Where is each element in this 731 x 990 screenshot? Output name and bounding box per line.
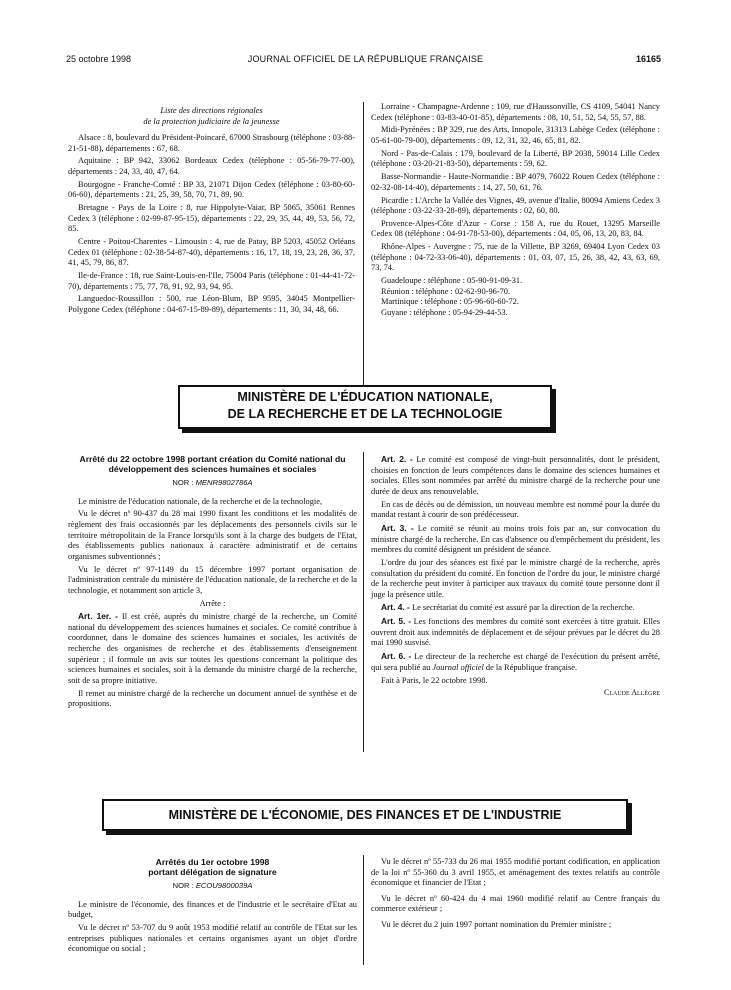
- visa-paragraph: Le ministre de l'éducation nationale, de la recherche et de la technologie,: [78, 496, 323, 506]
- article-1: [68, 611, 357, 686]
- visa-paragraph: Vu le décret nº 97-1149 du 15 décembre 1997 portant organisation de l'administration centrale du ministère de l'éducation nationale, de la recherche et de la technologie, et notamment son article 3,: [68, 564, 357, 595]
- article-label: Art. 4. -: [381, 602, 410, 613]
- article-label: Art. 1er. -: [78, 611, 118, 622]
- nor-code: ECOU9800039A: [195, 881, 253, 890]
- article-text: Les fonctions des membres du comité sont exercées à titre gratuit. Elles ouvrent droit aux indemnités de déplacement et de séjour prévues par le décret du 28 mai 1990 susvisé.: [371, 617, 660, 648]
- arrete1-right-column: [371, 454, 660, 701]
- article-5: [371, 616, 660, 649]
- direction-entry: Rhône-Alpes - Auvergne : 75, rue de la Villette, BP 3269, 69404 Lyon Cedex 03 (téléphone : 04-72-33-06-40), départements : 01, 03, 07, 15, 26, 38, 42, 43, 63, 69, 73, 74.: [371, 242, 660, 273]
- article-label: Art. 5. -: [381, 616, 411, 627]
- dom-line: Réunion : téléphone : 02-62-90-96-70.: [381, 286, 511, 296]
- column-divider: [363, 102, 364, 388]
- article-1-para2: Il remet au ministre chargé de la recherche un document annuel de synthèse et de propositions.: [68, 688, 357, 709]
- direction-entry: Midi-Pyrénées : BP 329, rue des Arts, Innopole, 31313 Labège Cedex (téléphone : 05-61-00-79-00), départements : 09, 12, 31, 32, 46, 65, 81, 82.: [371, 125, 660, 145]
- directions-title: [68, 106, 355, 127]
- visa-paragraph: Le ministre de l'économie, des finances et de l'industrie et le secrétaire d'Etat au budget,: [68, 899, 357, 920]
- nor-label: NOR :: [172, 478, 194, 487]
- arrete2-nor: [68, 881, 357, 892]
- column-divider: [363, 452, 364, 752]
- article-3-para2: L'ordre du jour des séances est fixé par le ministre chargé de la recherche, après consultation du président du comité. En fonction de l'ordre du jour, le ministre chargé de la recherche peut inviter à participer aux travaux du comité toute personne dont il juge la présence utile.: [371, 557, 660, 599]
- arrete1-left-column: [68, 454, 357, 712]
- page-number: 16165: [635, 54, 661, 64]
- arrete2-title: [68, 857, 357, 877]
- article-2-para2: En cas de décès ou de démission, un nouveau membre est nommé pour la durée du mandat restant à courir de son prédécesseur.: [371, 499, 660, 520]
- nor-code: MENR9802786A: [195, 478, 253, 487]
- dom-line: Guyane : téléphone : 05-94-29-44-53.: [381, 308, 508, 317]
- arrete2-right-column: [371, 857, 660, 933]
- journal-title: JOURNAL OFFICIEL DE LA RÉPUBLIQUE FRANÇAISE: [247, 54, 484, 64]
- visa-paragraph: Vu le décret nº 90-437 du 28 mai 1990 fixant les conditions et les modalités de règlement des frais occasionnés par les déplacements des personnels civils sur le territoire métropolitain de la France lorsqu'ils sont à la charge des budgets de l'Etat, des établissements publics nationaux à caractère administratif et de certains organismes subventionnés ;: [68, 509, 357, 561]
- article-label: Art. 2. -: [381, 454, 413, 464]
- directions-right-column: [371, 102, 660, 319]
- visa-paragraph: Vu le décret nº 55-733 du 26 mai 1955 modifié portant codification, en application de la loi nº 55-360 du 3 avril 1955, et aménagement des textes relatifs au contrôle économique et financier de l'Etat ;: [371, 857, 660, 888]
- visa-paragraph: Vu le décret nº 60-424 du 4 mai 1960 modifié relatif au Centre français du commerce extérieur ;: [371, 893, 660, 914]
- article-text: Le directeur de la recherche est chargé de l'exécution du présent arrêté, qui sera publié au: [371, 652, 660, 672]
- arrete2-left-column: [68, 857, 357, 957]
- arrete2-title-line2: portant délégation de signature: [148, 867, 277, 877]
- directions-title-line1: Liste des directions régionales: [160, 106, 263, 115]
- fait-a-paris: Fait à Paris, le 22 octobre 1998.: [381, 675, 488, 685]
- article-text: Le comité est composé de vingt-huit personnalités, dont le président, choisies en fonction de leurs compétences dans le domaine des sciences humaines et sociales. Elles sont nommées par arrêté du ministre chargé de la recherche pour une durée de deux ans renouvelable.: [371, 455, 660, 496]
- article-text: Le comité se réunit au moins trois fois par an, sur convocation du ministre chargé de la recherche. En cas d'absence ou d'empêchement du président, les membres du comité désignent un président de séance.: [371, 523, 661, 555]
- ministry-banner-economie: [102, 799, 628, 831]
- direction-entry: Bourgogne - Franche-Comté : BP 33, 21071 Dijon Cedex (téléphone : 03-80-60-06-60), départements : 21, 25, 39, 58, 70, 71, 89, 90.: [68, 179, 355, 200]
- ministry-name-line2: DE LA RECHERCHE ET DE LA TECHNOLOGIE: [227, 407, 503, 421]
- article-4: [371, 602, 660, 614]
- article-text: de la République française.: [483, 662, 578, 672]
- column-divider: [363, 855, 364, 965]
- ministry-name-line1: MINISTÈRE DE L'ÉCONOMIE, DES FINANCES ET DE L'INDUSTRIE: [168, 808, 562, 822]
- direction-entry: Nord - Pas-de-Calais : 179, boulevard de la Liberté, BP 2038, 59014 Lille Cedex (téléphone : 03-20-21-83-50), départements : 59, 62.: [371, 148, 660, 169]
- directions-title-line2: de la protection judiciaire de la jeunesse: [143, 116, 280, 126]
- signature: Claude Allègre: [604, 688, 660, 698]
- dom-line: Guadeloupe : téléphone : 05-90-91-09-31.: [381, 276, 523, 286]
- direction-entry: Languedoc-Roussillon : 500, rue Léon-Blum, BP 9595, 34045 Montpellier-Polygone Cedex (téléphone : 04-67-15-89-89), départements : 11, 30, 34, 48, 66.: [68, 294, 355, 315]
- direction-entry: Centre - Poitou-Charentes - Limousin : 4, rue de Patay, BP 5203, 45052 Orléans Cedex 01 (téléphone : 02-38-54-87-40), départements : 16, 17, 18, 19, 23, 28, 36, 37, 41, 45, 79, 86, 87.: [68, 237, 355, 268]
- article-label: Art. 6. -: [381, 651, 412, 662]
- visa-paragraph: Vu le décret nº 53-707 du 9 août 1953 modifié relatif au contrôle de l'Etat sur les entreprises publiques nationales et certains organismes ayant un objet d'ordre économique ou social ;: [68, 922, 357, 954]
- journal-officiel-italic: Journal officiel: [432, 662, 484, 672]
- direction-entry: Alsace : 8, boulevard du Président-Poincaré, 67000 Strasbourg (téléphone : 03-88-21-51-88), départements : 67, 68.: [68, 133, 355, 153]
- direction-entry: Aquitaine : BP 942, 33062 Bordeaux Cedex (téléphone : 05-56-79-77-00), départements : 24, 33, 40, 47, 64.: [68, 156, 355, 176]
- article-label: Art. 3. -: [381, 522, 414, 533]
- direction-entry: Basse-Normandie - Haute-Normandie : BP 4079, 76022 Rouen Cedex (téléphone : 02-32-08-14-40), départements : 14, 27, 50, 61, 76.: [371, 172, 660, 192]
- page-date: 25 octobre 1998: [66, 54, 132, 64]
- arrete1-nor: [68, 478, 357, 489]
- direction-entry: Ile-de-France : 18, rue Saint-Louis-en-l'Ile, 75004 Paris (téléphone : 01-44-41-72-70), départements : 75, 77, 78, 91, 92, 93, 94, 95.: [68, 271, 355, 291]
- ministry-name-line1: MINISTÈRE DE L'ÉDUCATION NATIONALE,: [237, 390, 493, 404]
- arrete-word: Arrête :: [199, 598, 226, 608]
- nor-label: NOR :: [172, 881, 194, 890]
- article-text: Il est créé, auprès du ministre chargé de la recherche, un Comité national du développement des sciences humaines et sociales. Ce comité contribue à coordonner, dans le domaine des sciences humaines et sociales, les activités de recherche des organismes de recherche et des établissements d'enseignement supérieur ; il formule un avis sur toutes les questions concernant la politique des sciences humaines et sociales, soit à la demande du ministre chargé de la recherche, soit de sa propre initiative.: [68, 612, 357, 685]
- article-3: [371, 523, 660, 556]
- arrete1-title: Arrêté du 22 octobre 1998 portant création du Comité national du développement des sciences humaines et sociales: [79, 454, 346, 474]
- dom-line: Martinique : téléphone : 05-96-60-60-72.: [381, 297, 519, 307]
- direction-entry: Bretagne - Pays de la Loire : 8, rue Hippolyte-Vaiar, BP 5065, 35061 Rennes Cedex 3 (téléphone : 02-99-87-95-15), départements : 22, 29, 35, 44, 49, 53, 56, 72, 85.: [68, 203, 355, 234]
- visa-paragraph: Vu le décret du 2 juin 1997 portant nomination du Premier ministre ;: [381, 919, 612, 929]
- direction-entry: Picardie : L'Arche la Vallée des Vignes, 49, avenue d'Italie, 80094 Amiens Cedex 3 (téléphone : 03-22-33-28-89), départements : 02, 60, 80.: [371, 195, 660, 216]
- article-2: [371, 454, 660, 497]
- article-6: [371, 651, 660, 673]
- ministry-banner-education: [178, 385, 552, 429]
- arrete2-title-line1: Arrêtés du 1er octobre 1998: [155, 857, 270, 867]
- directions-left-column: [68, 106, 355, 318]
- direction-entry: Lorraine - Champagne-Ardenne : 109, rue d'Haussonville, CS 4109, 54041 Nancy Cedex (téléphone : 03-83-40-01-85), départements : 08, 10, 51, 52, 54, 55, 57, 88.: [371, 102, 660, 122]
- direction-entry: Provence-Alpes-Côte d'Azur - Corse : 158 A, rue du Rouet, 13295 Marseille Cedex 08 (téléphone : 04-91-78-53-00), départements : 04, 05, 06, 13, 20, 83, 84.: [371, 218, 660, 239]
- article-text: Le secrétariat du comité est assuré par la direction de la recherche.: [411, 603, 635, 613]
